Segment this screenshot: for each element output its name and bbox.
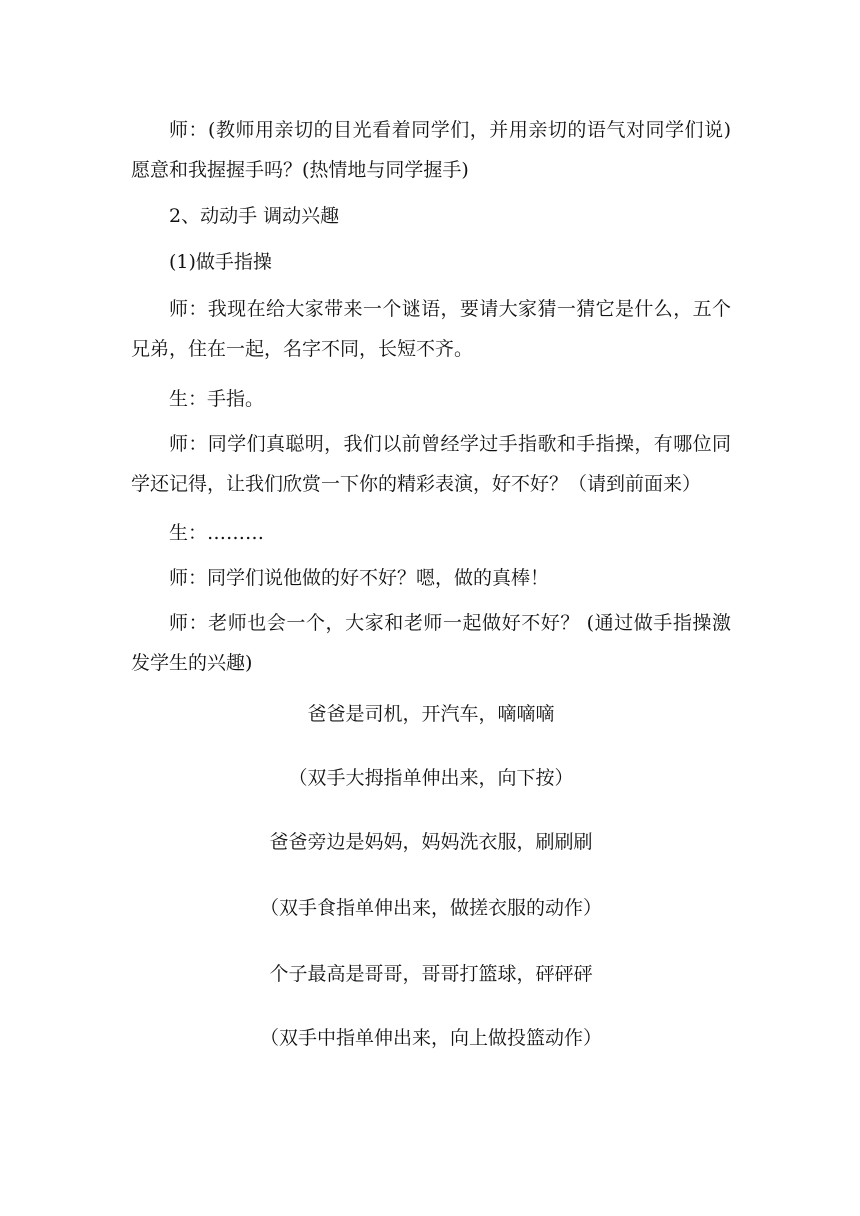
subsection-heading-finger-exercise: (1)做手指操 [169,251,272,273]
paragraph-teacher-riddle: 师：我现在给大家带来一个谜语，要请大家猜一猜它是什么，五个兄弟，住在一起，名字不同，长短不齐。 [131,298,731,360]
paragraph-teacher-greeting: 师：(教师用亲切的目光看着同学们，并用亲切的语气对同学们说)愿意和我握握手吗？(热情地与同学握手) [131,119,731,181]
rhyme-line-4: （双手食指单伸出来，做搓衣服的动作） [259,897,602,919]
paragraph-teacher-invite: 师：老师也会一个，大家和老师一起做好不好？ (通过做手指操激发学生的兴趣) [131,612,731,674]
paragraph-student-answer: 生：手指。 [169,388,265,410]
rhyme-line-5: 个子最高是哥哥，哥哥打篮球，砰砰砰 [269,963,593,985]
rhyme-line-2: （双手大拇指单伸出来，向下按） [288,767,574,789]
paragraph-teacher-comment: 师：同学们说他做的好不好？嗯，做的真棒！ [169,567,550,589]
rhyme-line-6: （双手中指单伸出来，向上做投篮动作） [259,1027,602,1049]
rhyme-line-3: 爸爸旁边是妈妈，妈妈洗衣服，刷刷刷 [269,831,593,853]
rhyme-line-1: 爸爸是司机，开汽车，嘀嘀嘀 [307,703,555,725]
paragraph-student-performance: 生：……… [169,522,265,544]
paragraph-teacher-praise: 师：同学们真聪明，我们以前曾经学过手指歌和手指操，有哪位同学还记得，让我们欣赏一下你的精彩表演，好不好？（请到前面来） [131,433,731,495]
section-heading-hands-on: 2、动动手 调动兴趣 [169,205,340,227]
